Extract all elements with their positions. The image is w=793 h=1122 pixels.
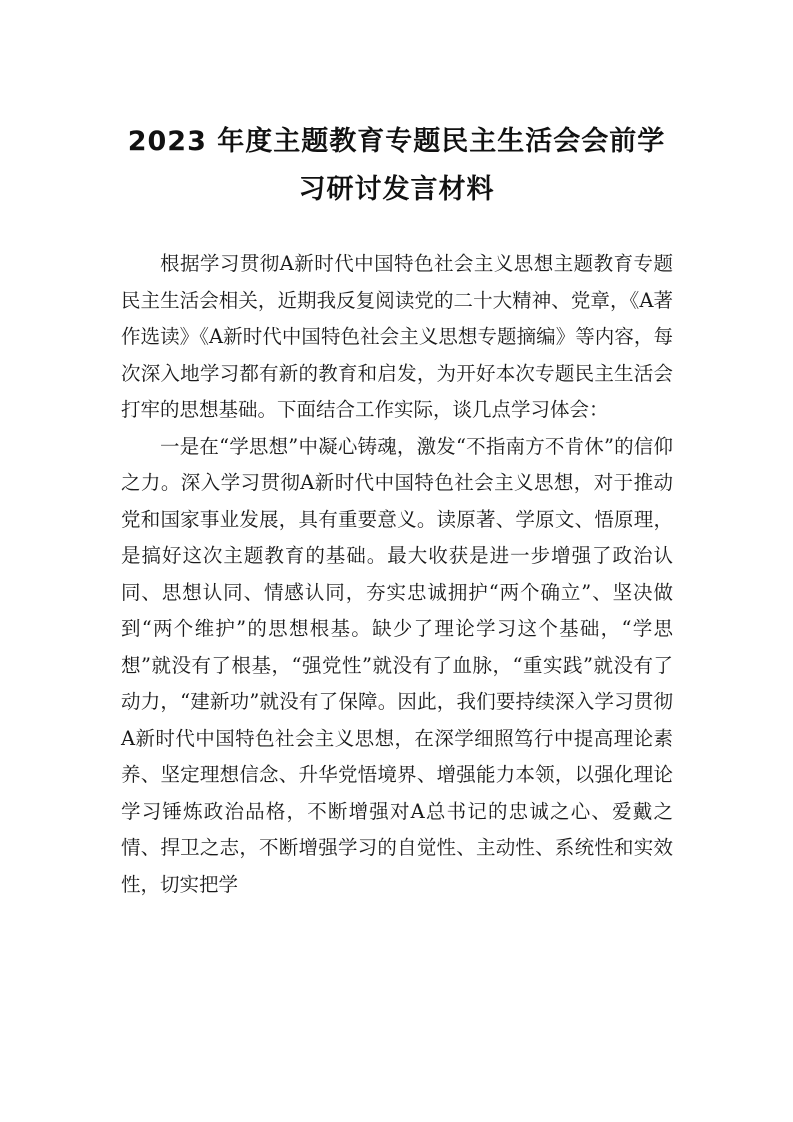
paragraph-intro: 根据学习贯彻A新时代中国特色社会主义思想主题教育专题民主生活会相关，近期我反复阅读党的二十大精神、党章，《A著作选读》《A新时代中国特色社会主义思想专题摘编》等内容，每次深入地学习都有新的教育和启发，为开好本次专题民主生活会打牢的思想基础。下面结合工作实际，谈几点学习体会： <box>121 252 673 421</box>
title-line-1: 2023 年度主题教育专题民主生活会会前学 <box>127 126 666 157</box>
paragraph-point-one: 一是在“学思想”中凝心铸魂，激发“不指南方不肯休”的信仰之力。深入学习贯彻A新时代中国特色社会主义思想，对于推动党和国家事业发展，具有重要意义。读原著、学原文、悟原理，是搞好这次主题教育的基础。最大收获是进一步增强了政治认同、思想认同、情感认同，夯实忠诚拥护“两个确立”、坚决做到“两个维护”的思想根基。缺少了理论学习这个基础，“学思想”就没有了根基，“强党性”就没有了血脉，“重实践”就没有了动力，“建新功”就没有了保障。因此，我们要持续深入学习贯彻A新时代中国特色社会主义思想，在深学细照笃行中提高理论素养、坚定理想信念、升华党悟境界、增强能力本领，以强化理论学习锤炼政治品格，不断增强对A总书记的忠诚之心、爱戴之情、捍卫之志，不断增强学习的自觉性、主动性、系统性和实效性，切实把学 <box>121 434 673 896</box>
document-body <box>121 246 673 903</box>
title-line-2: 习研讨发言材料 <box>298 174 495 205</box>
document-title <box>110 118 683 214</box>
